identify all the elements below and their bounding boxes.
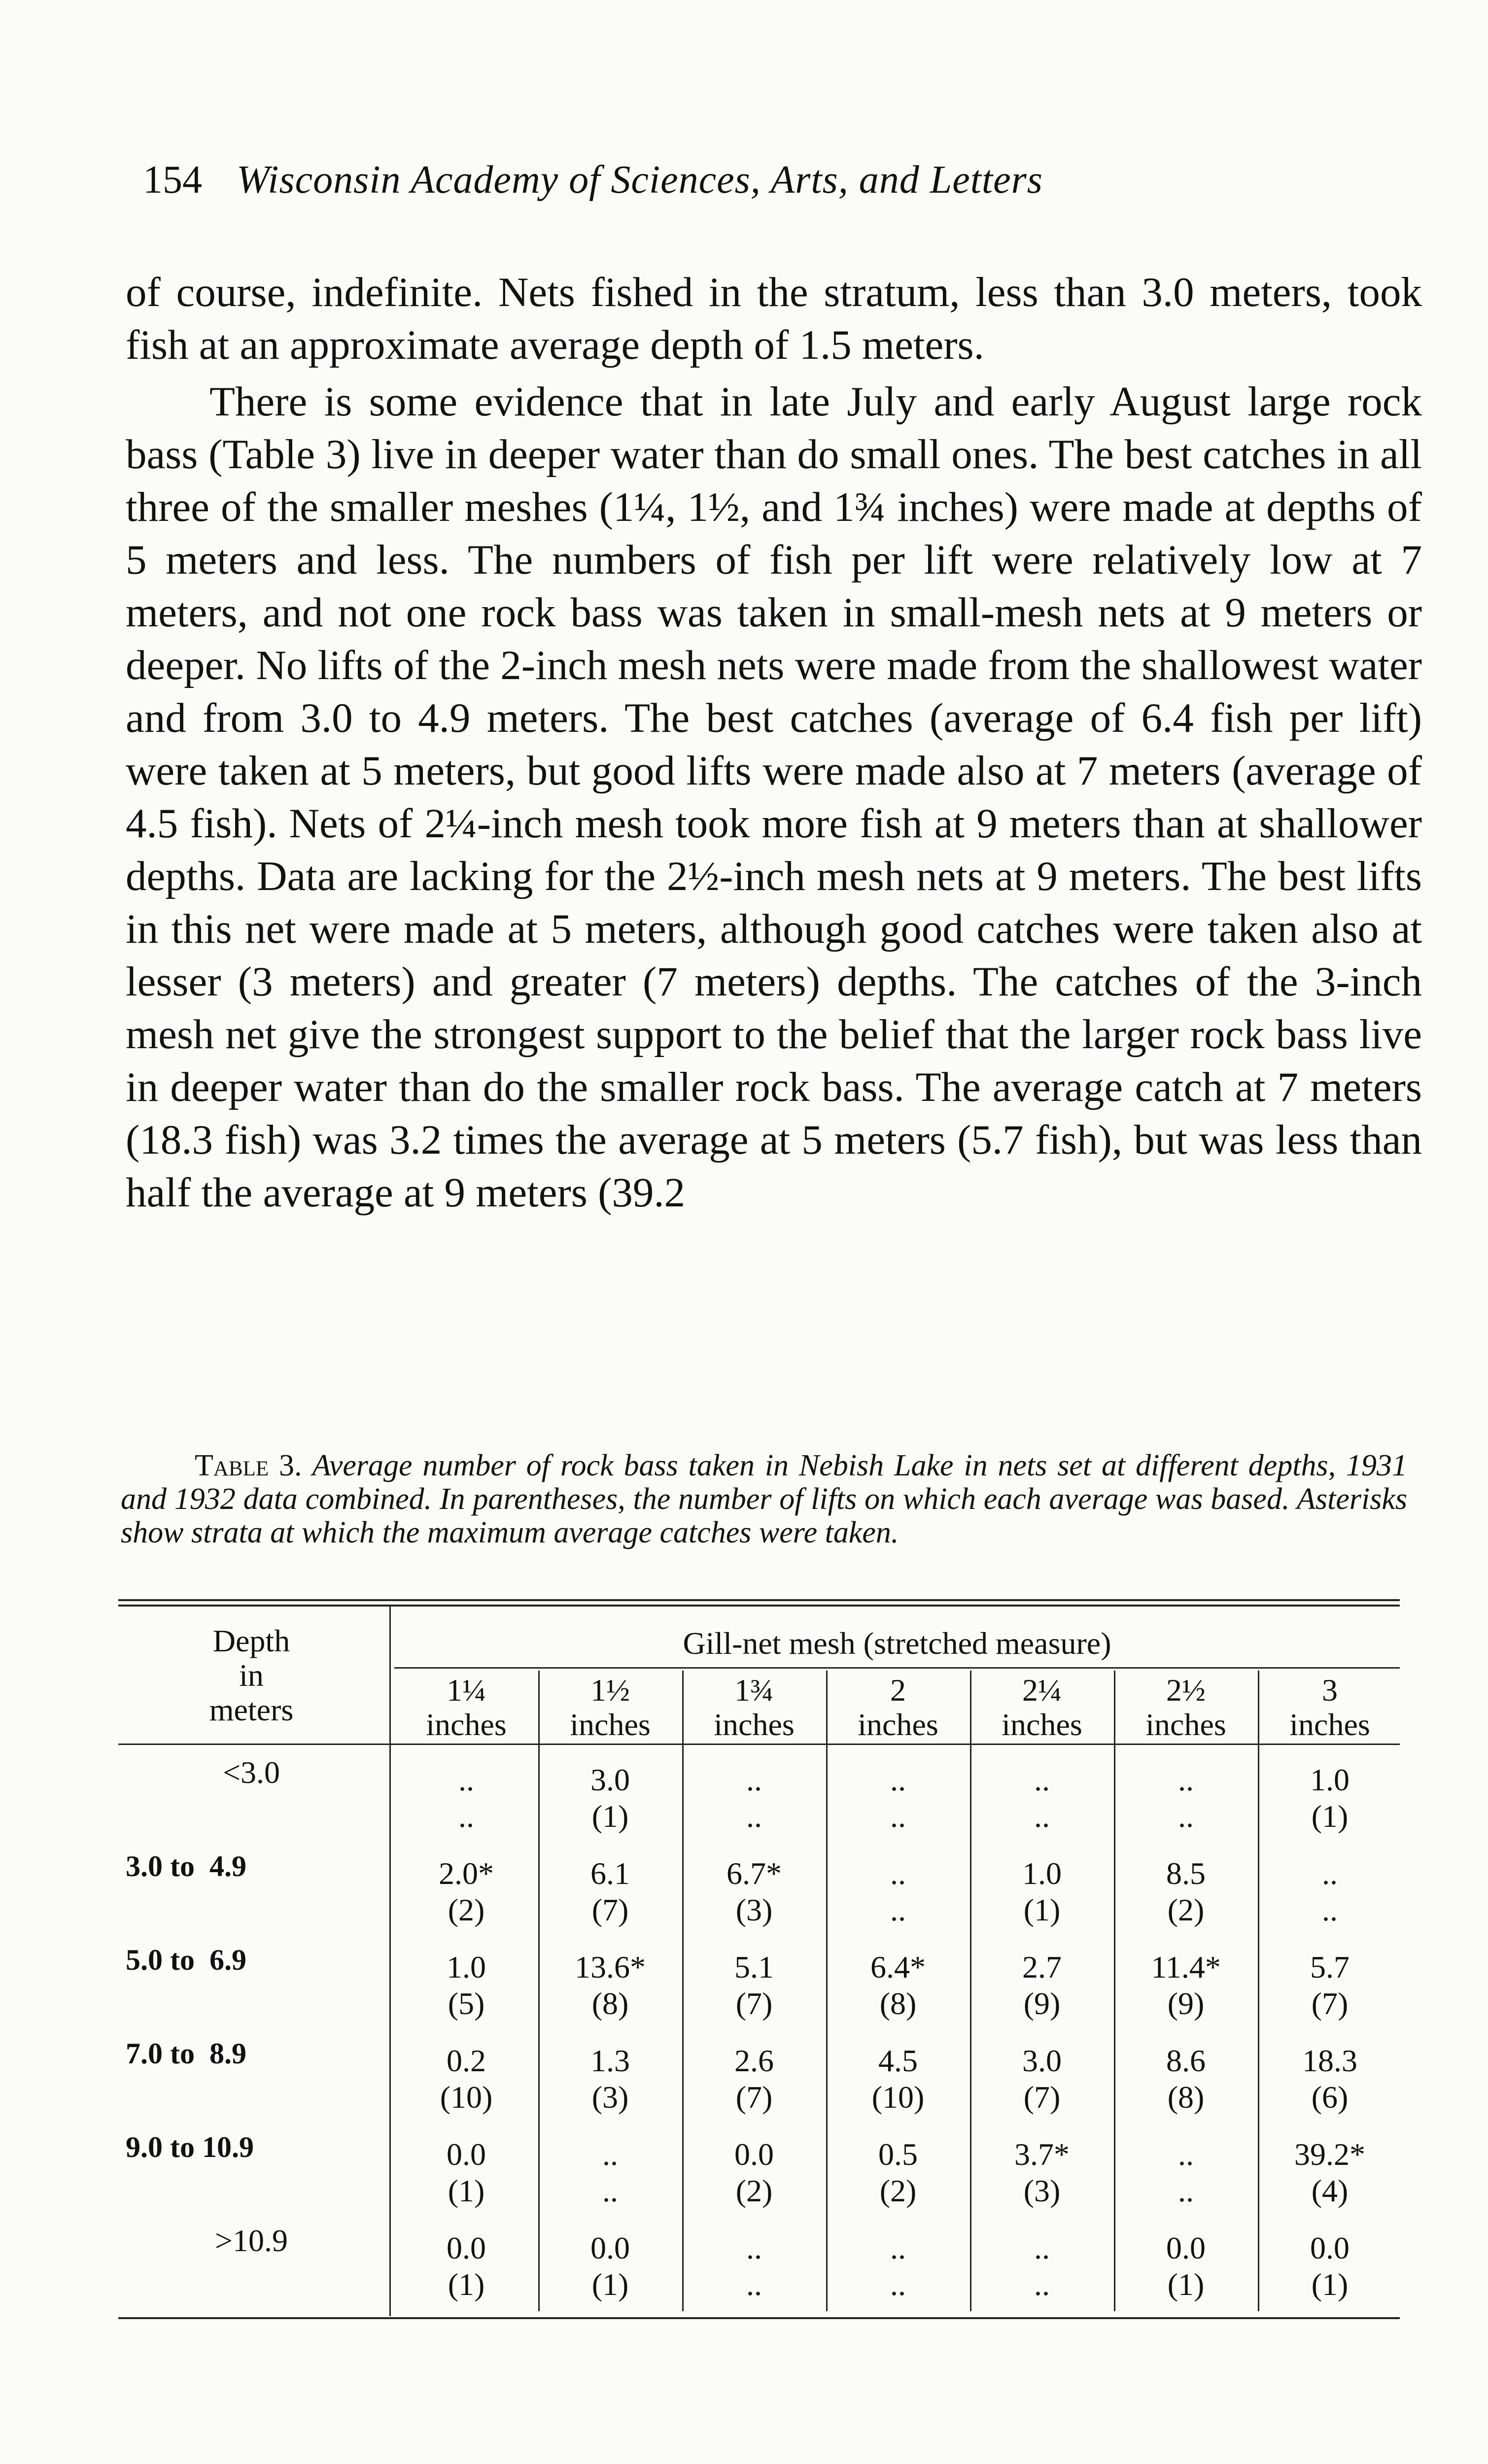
table-cell bbox=[1258, 2230, 1402, 2303]
lift-count: .. bbox=[1034, 1799, 1050, 1834]
column-header bbox=[394, 1673, 538, 1742]
lift-count: (4) bbox=[1311, 2173, 1349, 2208]
lift-count: (3) bbox=[591, 2080, 629, 2115]
lift-count: (1) bbox=[1023, 1892, 1061, 1927]
table-cell bbox=[970, 2230, 1114, 2303]
average-catch: .. bbox=[1034, 2230, 1050, 2265]
lift-count: .. bbox=[746, 1799, 762, 1834]
column-header bbox=[1258, 1673, 1402, 1742]
average-catch: 0.0 bbox=[590, 2230, 630, 2265]
lift-count: (1) bbox=[448, 2267, 485, 2302]
average-catch: 1.0 bbox=[1310, 1762, 1350, 1797]
column-header bbox=[826, 1673, 970, 1742]
average-catch: .. bbox=[746, 1762, 762, 1797]
table-cell bbox=[538, 2230, 682, 2303]
table-cell bbox=[394, 1855, 538, 1928]
table-cell bbox=[826, 2043, 970, 2116]
table-cell bbox=[682, 2230, 826, 2303]
table-cell bbox=[394, 1762, 538, 1835]
table-cell bbox=[394, 1949, 538, 2022]
lift-count: (1) bbox=[448, 2173, 485, 2208]
average-catch: .. bbox=[890, 1762, 906, 1797]
table-cell bbox=[538, 1949, 682, 2022]
lift-count: (9) bbox=[1167, 1986, 1205, 2021]
column-header bbox=[1114, 1673, 1258, 1742]
table-cell bbox=[538, 2043, 682, 2116]
lift-count: .. bbox=[602, 2173, 618, 2208]
average-catch: 0.0 bbox=[734, 2137, 774, 2172]
average-catch: 13.6* bbox=[575, 1950, 646, 1985]
table-cell bbox=[682, 2136, 826, 2209]
depth-label: <3.0 bbox=[222, 1755, 280, 1790]
paragraph-rock-bass-depth: There is some evidence that in late July and early August large rock bass (Table 3) live in deeper water than do small ones. The best catches in all three of the smaller meshes (1¼, 1½, and 1¾ inches) were made at depths of 5 meters and less. The numbers of fish per lift were relatively low at 7 meters, and not one rock bass was taken in small-mesh nets at 9 meters or deeper. No lifts of the 2-inch mesh nets were made from the shallowest water and from 3.0 to 4.9 meters. The best catches (average of 6.4 fish per lift) were taken at 5 meters, but good lifts were made also at 7 meters (average of 4.5 fish). Nets of 2¼-inch mesh took more fish at 9 meters than at shallower depths. Data are lacking for the 2½-inch mesh nets at 9 meters. The best lifts in this net were made at 5 meters, although good catches were taken also at lesser (3 meters) and greater (7 meters) depths. The catches of the 3-inch mesh net give the strongest support to the belief that the larger rock bass live in deeper water than do the smaller rock bass. The average catch at 7 meters (18.3 fish) was 3.2 times the average at 5 meters (5.7 fish), but was less than half the average at 9 meters (39.2 bbox=[126, 378, 1422, 1216]
average-catch: 0.0 bbox=[1166, 2230, 1206, 2265]
depth-header-line: Depth bbox=[212, 1623, 290, 1658]
table-top-rule bbox=[118, 1599, 1400, 1601]
group-header-rule bbox=[394, 1667, 1400, 1669]
depth-label: 7.0 to 8.9 bbox=[126, 2037, 246, 2070]
table-caption-text: Average number of rock bass taken in Nebish Lake in nets set at different depths, 1931 and 1932 data combined. In parentheses, the number of lifts on which each average was based. Asterisks show strata at which the maximum average catches were taken. bbox=[121, 1449, 1408, 1549]
mesh-unit: inches bbox=[570, 1707, 651, 1742]
lift-count: (8) bbox=[591, 1986, 629, 2021]
average-catch: 3.7* bbox=[1014, 2137, 1070, 2172]
mesh-unit: inches bbox=[858, 1707, 938, 1742]
average-catch: 5.1 bbox=[734, 1950, 774, 1985]
depth-header bbox=[118, 1624, 384, 1727]
mesh-unit: inches bbox=[714, 1707, 795, 1742]
table-cell bbox=[394, 2136, 538, 2209]
depth-label: 5.0 to 6.9 bbox=[126, 1944, 246, 1976]
journal-title: Wisconsin Academy of Sciences, Arts, and Letters bbox=[237, 158, 1043, 202]
average-catch: .. bbox=[458, 1762, 474, 1797]
mesh-size: 1¾ bbox=[734, 1673, 774, 1708]
lift-count: (7) bbox=[591, 1892, 629, 1927]
mesh-unit: inches bbox=[426, 1707, 507, 1742]
table-cell bbox=[1258, 1949, 1402, 2022]
mesh-size: 3 bbox=[1322, 1673, 1338, 1708]
running-header bbox=[143, 158, 1365, 203]
lift-count: .. bbox=[746, 2267, 762, 2302]
lift-count: (1) bbox=[591, 2267, 629, 2302]
lift-count: .. bbox=[890, 1892, 906, 1927]
average-catch: 0.5 bbox=[878, 2137, 918, 2172]
table-cell bbox=[538, 1855, 682, 1928]
average-catch: 1.0 bbox=[447, 1950, 486, 1985]
table-cell bbox=[970, 1949, 1114, 2022]
average-catch: 0.0 bbox=[447, 2137, 486, 2172]
paragraph-continued: of course, indefinite. Nets fished in the stratum, less than 3.0 meters, took fish at an approximate average depth of 1.5 meters. bbox=[126, 269, 1422, 368]
average-catch: 0.0 bbox=[447, 2230, 486, 2265]
average-catch: 4.5 bbox=[878, 2043, 918, 2078]
lift-count: (8) bbox=[1167, 2080, 1205, 2115]
lift-count: (7) bbox=[1023, 2080, 1061, 2115]
lift-count: (5) bbox=[448, 1986, 485, 2021]
table-cell bbox=[1258, 1855, 1402, 1928]
average-catch: 1.3 bbox=[590, 2043, 630, 2078]
average-catch: .. bbox=[1178, 1762, 1194, 1797]
mesh-size: 2 bbox=[890, 1673, 906, 1708]
table-cell bbox=[682, 1762, 826, 1835]
lift-count: (2) bbox=[448, 1892, 485, 1927]
average-catch: 6.4* bbox=[870, 1950, 926, 1985]
table-top-rule-second bbox=[118, 1605, 1400, 1607]
average-catch: .. bbox=[1034, 1762, 1050, 1797]
average-catch: .. bbox=[746, 2230, 762, 2265]
depth-header-line: meters bbox=[209, 1692, 294, 1727]
table-cell bbox=[826, 2230, 970, 2303]
lift-count: (10) bbox=[871, 2080, 925, 2115]
table-caption bbox=[121, 1449, 1407, 1549]
table-cell bbox=[1258, 1762, 1402, 1835]
mesh-size: 1½ bbox=[590, 1673, 630, 1708]
header-bottom-rule bbox=[118, 1744, 1400, 1745]
body-text bbox=[126, 266, 1422, 1219]
lift-count: (3) bbox=[735, 1892, 773, 1927]
table-cell bbox=[1114, 2043, 1258, 2116]
average-catch: .. bbox=[890, 2230, 906, 2265]
average-catch: 5.7 bbox=[1310, 1950, 1350, 1985]
average-catch: 8.6 bbox=[1166, 2043, 1206, 2078]
table-cell bbox=[826, 1949, 970, 2022]
lift-count: (3) bbox=[1023, 2173, 1061, 2208]
column-header bbox=[970, 1673, 1114, 1742]
lift-count: (10) bbox=[440, 2080, 493, 2115]
table-vertical-rule bbox=[389, 1607, 391, 2316]
table-cell bbox=[1114, 2230, 1258, 2303]
lift-count: (7) bbox=[735, 1986, 773, 2021]
lift-count: (2) bbox=[879, 2173, 917, 2208]
mesh-size: 2¼ bbox=[1022, 1673, 1062, 1708]
table-cell bbox=[970, 2136, 1114, 2209]
mesh-unit: inches bbox=[1002, 1707, 1082, 1742]
table-cell bbox=[1114, 1855, 1258, 1928]
mesh-size: 1¼ bbox=[447, 1673, 486, 1708]
lift-count: .. bbox=[1178, 2173, 1194, 2208]
table-cell bbox=[538, 2136, 682, 2209]
lift-count: .. bbox=[890, 1799, 906, 1834]
column-header bbox=[538, 1673, 682, 1742]
table-cell bbox=[682, 1855, 826, 1928]
mesh-unit: inches bbox=[1289, 1707, 1370, 1742]
table-cell bbox=[1258, 2043, 1402, 2116]
average-catch: 11.4* bbox=[1151, 1950, 1221, 1985]
average-catch: .. bbox=[1322, 1856, 1338, 1891]
mesh-unit: inches bbox=[1145, 1707, 1226, 1742]
table-cell bbox=[970, 1762, 1114, 1835]
depth-label: >10.9 bbox=[214, 2223, 288, 2258]
table-cell bbox=[682, 2043, 826, 2116]
lift-count: .. bbox=[458, 1799, 474, 1834]
column-header bbox=[682, 1673, 826, 1742]
table-cell bbox=[538, 1762, 682, 1835]
average-catch: 39.2* bbox=[1294, 2137, 1365, 2172]
lift-count: (6) bbox=[1311, 2080, 1349, 2115]
average-catch: 2.6 bbox=[734, 2043, 774, 2078]
average-catch: 2.0* bbox=[439, 1856, 494, 1891]
table-bottom-rule bbox=[118, 2317, 1400, 2319]
lift-count: (1) bbox=[591, 1799, 629, 1834]
lift-count: .. bbox=[890, 2267, 906, 2302]
lift-count: .. bbox=[1178, 1799, 1194, 1834]
depth-header-line: in bbox=[239, 1658, 264, 1693]
average-catch: 0.0 bbox=[1310, 2230, 1350, 2265]
lift-count: (7) bbox=[735, 2080, 773, 2115]
average-catch: 0.2 bbox=[447, 2043, 486, 2078]
lift-count: (9) bbox=[1023, 1986, 1061, 2021]
table-cell bbox=[826, 1762, 970, 1835]
mesh-size: 2½ bbox=[1166, 1673, 1206, 1708]
average-catch: 6.7* bbox=[727, 1856, 782, 1891]
table-cell bbox=[826, 2136, 970, 2209]
lift-count: (2) bbox=[1167, 1892, 1205, 1927]
group-header: Gill-net mesh (stretched measure) bbox=[683, 1626, 1111, 1661]
average-catch: 18.3 bbox=[1302, 2043, 1357, 2078]
table-cell bbox=[970, 2043, 1114, 2116]
table-cell bbox=[394, 2043, 538, 2116]
table-cell bbox=[970, 1855, 1114, 1928]
table-label: Table 3. bbox=[195, 1449, 302, 1482]
lift-count: (1) bbox=[1311, 2267, 1349, 2302]
depth-label: 9.0 to 10.9 bbox=[126, 2131, 254, 2163]
lift-count: (2) bbox=[735, 2173, 773, 2208]
table-cell bbox=[826, 1855, 970, 1928]
average-catch: .. bbox=[890, 1856, 906, 1891]
depth-label: 3.0 to 4.9 bbox=[126, 1850, 246, 1882]
page-number: 154 bbox=[143, 158, 202, 202]
average-catch: 6.1 bbox=[590, 1856, 630, 1891]
table-cell bbox=[682, 1949, 826, 2022]
lift-count: .. bbox=[1034, 2267, 1050, 2302]
average-catch: 3.0 bbox=[1022, 2043, 1062, 2078]
average-catch: 3.0 bbox=[590, 1762, 630, 1797]
table-cell bbox=[1114, 2136, 1258, 2209]
lift-count: (8) bbox=[879, 1986, 917, 2021]
table-cell bbox=[394, 2230, 538, 2303]
lift-count: (1) bbox=[1167, 2267, 1205, 2302]
average-catch: 2.7 bbox=[1022, 1950, 1062, 1985]
lift-count: .. bbox=[1322, 1892, 1338, 1927]
table-cell bbox=[1114, 1762, 1258, 1835]
average-catch: 1.0 bbox=[1022, 1856, 1062, 1891]
average-catch: 8.5 bbox=[1166, 1856, 1206, 1891]
lift-count: (7) bbox=[1311, 1986, 1349, 2021]
average-catch: .. bbox=[1178, 2137, 1194, 2172]
table-cell bbox=[1114, 1949, 1258, 2022]
table-cell bbox=[1258, 2136, 1402, 2209]
average-catch: .. bbox=[602, 2137, 618, 2172]
lift-count: (1) bbox=[1311, 1799, 1349, 1834]
